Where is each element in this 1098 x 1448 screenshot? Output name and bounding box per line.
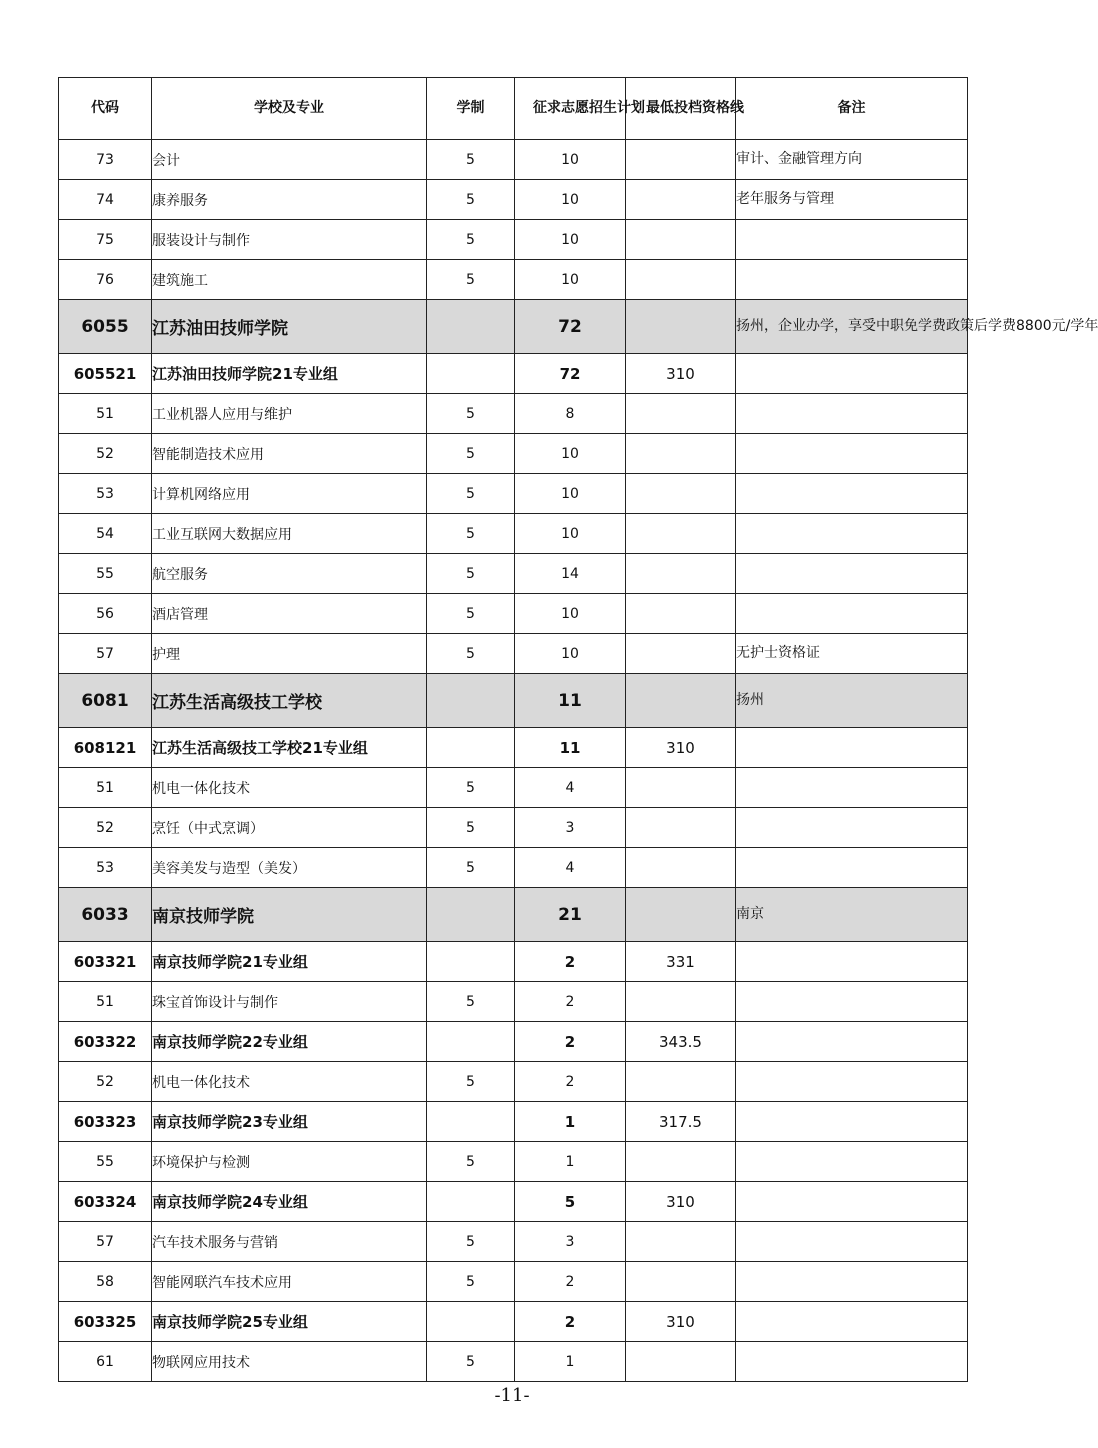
row-plan: 10 xyxy=(515,260,626,300)
row-name: 工业机器人应用与维护 xyxy=(152,394,427,434)
row-code: 603322 xyxy=(59,1022,152,1062)
row-duration: 5 xyxy=(427,140,515,180)
row-min-score xyxy=(626,180,736,220)
row-plan: 2 xyxy=(515,1062,626,1102)
major-row xyxy=(59,594,968,634)
row-code: 54 xyxy=(59,514,152,554)
major-row xyxy=(59,1222,968,1262)
row-notes xyxy=(736,1022,968,1062)
row-min-score xyxy=(626,982,736,1022)
row-min-score xyxy=(626,1262,736,1302)
header-school-major: 学校及专业 xyxy=(152,78,427,140)
row-name: 江苏油田技师学院21专业组 xyxy=(152,354,427,394)
row-duration xyxy=(427,728,515,768)
row-code: 55 xyxy=(59,554,152,594)
row-name: 南京技师学院21专业组 xyxy=(152,942,427,982)
group-row xyxy=(59,1102,968,1142)
admission-plan-table xyxy=(58,77,1098,1382)
row-min-score xyxy=(626,140,736,180)
row-code: 603325 xyxy=(59,1302,152,1342)
school-row xyxy=(59,300,968,354)
row-notes xyxy=(736,394,968,434)
row-duration: 5 xyxy=(427,260,515,300)
row-duration: 5 xyxy=(427,1142,515,1182)
row-plan: 2 xyxy=(515,942,626,982)
row-name: 江苏生活高级技工学校21专业组 xyxy=(152,728,427,768)
row-name: 计算机网络应用 xyxy=(152,474,427,514)
major-row xyxy=(59,768,968,808)
row-plan: 10 xyxy=(515,514,626,554)
row-name: 汽车技术服务与营销 xyxy=(152,1222,427,1262)
row-duration: 5 xyxy=(427,474,515,514)
row-notes xyxy=(736,594,968,634)
row-notes xyxy=(736,1342,968,1382)
header-plan: 征求志愿招生计划 xyxy=(515,78,626,140)
row-min-score xyxy=(626,1342,736,1382)
row-notes xyxy=(736,848,968,888)
row-min-score xyxy=(626,1062,736,1102)
row-name: 南京技师学院25专业组 xyxy=(152,1302,427,1342)
row-code: 605521 xyxy=(59,354,152,394)
row-name: 航空服务 xyxy=(152,554,427,594)
row-code: 58 xyxy=(59,1262,152,1302)
row-min-score xyxy=(626,514,736,554)
major-row xyxy=(59,220,968,260)
row-plan: 10 xyxy=(515,220,626,260)
row-min-score: 310 xyxy=(626,728,736,768)
row-plan: 3 xyxy=(515,808,626,848)
row-min-score xyxy=(626,768,736,808)
row-min-score xyxy=(626,220,736,260)
row-code: 52 xyxy=(59,808,152,848)
row-duration: 5 xyxy=(427,434,515,474)
row-duration: 5 xyxy=(427,394,515,434)
row-notes xyxy=(736,808,968,848)
row-name: 工业互联网大数据应用 xyxy=(152,514,427,554)
row-duration xyxy=(427,1302,515,1342)
row-name: 机电一体化技术 xyxy=(152,768,427,808)
row-notes xyxy=(736,982,968,1022)
row-name: 服装设计与制作 xyxy=(152,220,427,260)
row-code: 55 xyxy=(59,1142,152,1182)
row-name: 江苏生活高级技工学校 xyxy=(152,674,427,728)
row-min-score xyxy=(626,300,736,354)
major-row xyxy=(59,1262,968,1302)
row-code: 603323 xyxy=(59,1102,152,1142)
row-name: 机电一体化技术 xyxy=(152,1062,427,1102)
row-min-score xyxy=(626,260,736,300)
major-row xyxy=(59,180,968,220)
row-min-score xyxy=(626,888,736,942)
row-duration xyxy=(427,942,515,982)
major-row xyxy=(59,1142,968,1182)
row-name: 南京技师学院23专业组 xyxy=(152,1102,427,1142)
row-min-score xyxy=(626,594,736,634)
row-duration xyxy=(427,1182,515,1222)
row-plan: 10 xyxy=(515,474,626,514)
row-plan: 4 xyxy=(515,768,626,808)
header-row xyxy=(59,78,968,140)
row-duration xyxy=(427,1022,515,1062)
row-code: 53 xyxy=(59,848,152,888)
row-plan: 14 xyxy=(515,554,626,594)
row-duration: 5 xyxy=(427,808,515,848)
row-notes: 老年服务与管理 xyxy=(736,180,968,220)
row-name: 珠宝首饰设计与制作 xyxy=(152,982,427,1022)
row-code: 603321 xyxy=(59,942,152,982)
major-row xyxy=(59,514,968,554)
row-duration xyxy=(427,354,515,394)
row-duration: 5 xyxy=(427,220,515,260)
row-code: 51 xyxy=(59,768,152,808)
row-name: 烹饪（中式烹调） xyxy=(152,808,427,848)
row-duration: 5 xyxy=(427,1342,515,1382)
row-name: 智能网联汽车技术应用 xyxy=(152,1262,427,1302)
row-min-score: 317.5 xyxy=(626,1102,736,1142)
major-row xyxy=(59,634,968,674)
major-row xyxy=(59,474,968,514)
row-name: 会计 xyxy=(152,140,427,180)
header-notes: 备注 xyxy=(736,78,968,140)
row-min-score xyxy=(626,1222,736,1262)
row-duration: 5 xyxy=(427,594,515,634)
row-notes: 南京 xyxy=(736,888,968,942)
row-notes xyxy=(736,554,968,594)
row-plan: 10 xyxy=(515,434,626,474)
row-duration xyxy=(427,1102,515,1142)
row-duration xyxy=(427,674,515,728)
row-plan: 3 xyxy=(515,1222,626,1262)
row-name: 南京技师学院24专业组 xyxy=(152,1182,427,1222)
row-notes xyxy=(736,942,968,982)
major-row xyxy=(59,982,968,1022)
row-code: 74 xyxy=(59,180,152,220)
row-code: 57 xyxy=(59,634,152,674)
row-name: 建筑施工 xyxy=(152,260,427,300)
row-plan: 11 xyxy=(515,728,626,768)
row-name: 环境保护与检测 xyxy=(152,1142,427,1182)
row-code: 56 xyxy=(59,594,152,634)
row-duration: 5 xyxy=(427,634,515,674)
group-row xyxy=(59,1182,968,1222)
row-name: 南京技师学院 xyxy=(152,888,427,942)
row-code: 6081 xyxy=(59,674,152,728)
row-notes xyxy=(736,220,968,260)
row-plan: 1 xyxy=(515,1142,626,1182)
row-duration: 5 xyxy=(427,1222,515,1262)
row-duration: 5 xyxy=(427,554,515,594)
row-plan: 2 xyxy=(515,1302,626,1342)
row-min-score: 310 xyxy=(626,1182,736,1222)
row-notes: 扬州，企业办学，享受中职免学费政策后学费8800元/学年 xyxy=(736,300,968,354)
row-name: 物联网应用技术 xyxy=(152,1342,427,1382)
group-row xyxy=(59,1302,968,1342)
row-min-score xyxy=(626,848,736,888)
major-row xyxy=(59,848,968,888)
row-min-score xyxy=(626,808,736,848)
row-min-score: 343.5 xyxy=(626,1022,736,1062)
row-name: 酒店管理 xyxy=(152,594,427,634)
row-min-score xyxy=(626,674,736,728)
header-min-score: 最低投档资格线 xyxy=(626,78,736,140)
row-code: 6055 xyxy=(59,300,152,354)
row-notes xyxy=(736,1142,968,1182)
row-notes: 扬州 xyxy=(736,674,968,728)
row-plan: 21 xyxy=(515,888,626,942)
row-min-score xyxy=(626,394,736,434)
row-notes xyxy=(736,728,968,768)
row-min-score xyxy=(626,1142,736,1182)
row-name: 康养服务 xyxy=(152,180,427,220)
row-min-score xyxy=(626,434,736,474)
row-name: 护理 xyxy=(152,634,427,674)
group-row xyxy=(59,354,968,394)
row-code: 608121 xyxy=(59,728,152,768)
row-notes xyxy=(736,768,968,808)
row-plan: 8 xyxy=(515,394,626,434)
row-plan: 5 xyxy=(515,1182,626,1222)
row-min-score xyxy=(626,554,736,594)
row-notes xyxy=(736,260,968,300)
major-row xyxy=(59,394,968,434)
row-name: 智能制造技术应用 xyxy=(152,434,427,474)
row-notes xyxy=(736,1262,968,1302)
row-code: 76 xyxy=(59,260,152,300)
row-min-score xyxy=(626,634,736,674)
row-notes xyxy=(736,1302,968,1342)
row-name: 江苏油田技师学院 xyxy=(152,300,427,354)
row-plan: 11 xyxy=(515,674,626,728)
row-notes xyxy=(736,1222,968,1262)
row-code: 603324 xyxy=(59,1182,152,1222)
major-row xyxy=(59,1342,968,1382)
row-plan: 10 xyxy=(515,180,626,220)
row-min-score: 331 xyxy=(626,942,736,982)
row-code: 51 xyxy=(59,982,152,1022)
row-plan: 72 xyxy=(515,300,626,354)
row-duration: 5 xyxy=(427,768,515,808)
row-plan: 10 xyxy=(515,594,626,634)
row-notes xyxy=(736,354,968,394)
major-row xyxy=(59,140,968,180)
row-duration xyxy=(427,888,515,942)
row-duration: 5 xyxy=(427,514,515,554)
row-notes xyxy=(736,514,968,554)
row-plan: 72 xyxy=(515,354,626,394)
row-notes: 审计、金融管理方向 xyxy=(736,140,968,180)
row-code: 52 xyxy=(59,434,152,474)
row-code: 51 xyxy=(59,394,152,434)
row-duration xyxy=(427,300,515,354)
row-code: 52 xyxy=(59,1062,152,1102)
row-plan: 10 xyxy=(515,140,626,180)
row-code: 57 xyxy=(59,1222,152,1262)
row-code: 61 xyxy=(59,1342,152,1382)
row-notes xyxy=(736,1182,968,1222)
row-code: 75 xyxy=(59,220,152,260)
row-min-score: 310 xyxy=(626,354,736,394)
major-row xyxy=(59,434,968,474)
header-duration: 学制 xyxy=(427,78,515,140)
row-notes: 无护士资格证 xyxy=(736,634,968,674)
major-row xyxy=(59,554,968,594)
row-plan: 10 xyxy=(515,634,626,674)
row-min-score xyxy=(626,474,736,514)
row-name: 南京技师学院22专业组 xyxy=(152,1022,427,1062)
row-duration: 5 xyxy=(427,1262,515,1302)
major-row xyxy=(59,260,968,300)
row-plan: 4 xyxy=(515,848,626,888)
group-row xyxy=(59,1022,968,1062)
row-plan: 2 xyxy=(515,1262,626,1302)
row-plan: 2 xyxy=(515,982,626,1022)
row-min-score: 310 xyxy=(626,1302,736,1342)
row-notes xyxy=(736,474,968,514)
row-duration: 5 xyxy=(427,848,515,888)
row-duration: 5 xyxy=(427,1062,515,1102)
school-row xyxy=(59,888,968,942)
row-plan: 1 xyxy=(515,1342,626,1382)
major-row xyxy=(59,808,968,848)
row-notes xyxy=(736,1102,968,1142)
row-notes xyxy=(736,434,968,474)
school-row xyxy=(59,674,968,728)
group-row xyxy=(59,942,968,982)
major-row xyxy=(59,1062,968,1102)
row-duration: 5 xyxy=(427,180,515,220)
row-notes xyxy=(736,1062,968,1102)
row-name: 美容美发与造型（美发） xyxy=(152,848,427,888)
row-code: 53 xyxy=(59,474,152,514)
row-code: 6033 xyxy=(59,888,152,942)
row-plan: 1 xyxy=(515,1102,626,1142)
header-code: 代码 xyxy=(59,78,152,140)
group-row xyxy=(59,728,968,768)
page-number: -11- xyxy=(494,1385,530,1406)
row-plan: 2 xyxy=(515,1022,626,1062)
row-code: 73 xyxy=(59,140,152,180)
row-duration: 5 xyxy=(427,982,515,1022)
